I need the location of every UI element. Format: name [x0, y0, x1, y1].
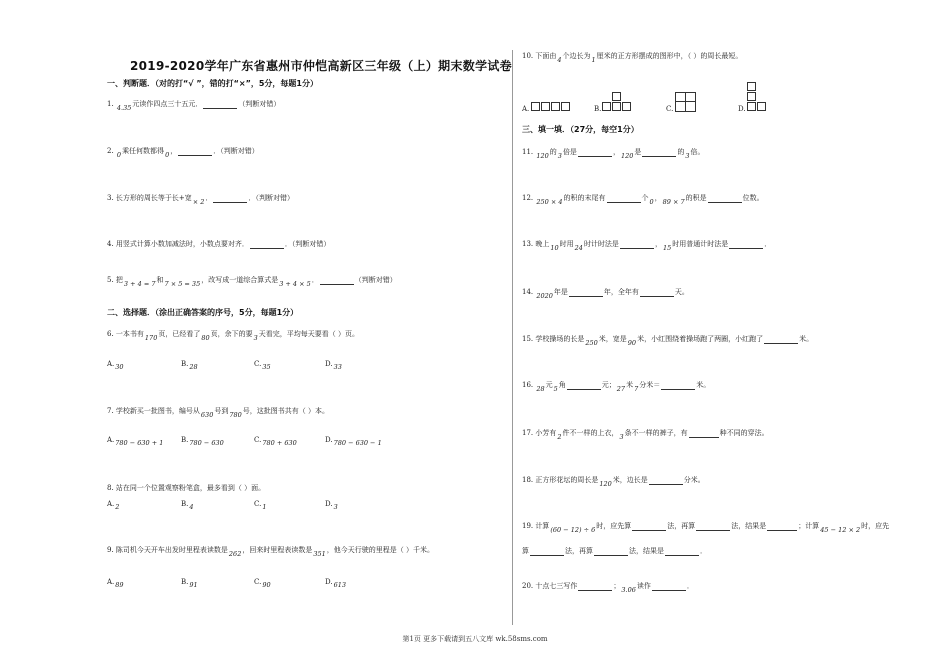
question-number: 12. [522, 194, 534, 202]
math-expr: 0 [116, 151, 122, 159]
question-9 [107, 546, 434, 558]
question-number: 15. [522, 335, 534, 343]
question-text: 厘米的正方形摆成的图形中，（ ）的周长最短。 [596, 52, 743, 60]
question-17 [522, 429, 769, 441]
answer-blank[interactable] [665, 548, 699, 556]
math-expr: 351 [313, 550, 326, 558]
answer-blank[interactable] [530, 548, 564, 556]
question-text: 的积是 [685, 194, 707, 202]
question-number: 4. [107, 240, 114, 248]
question-number: 20. [522, 582, 534, 590]
question-19-line-2 [522, 547, 707, 556]
answer-blank[interactable] [250, 241, 284, 249]
option-d[interactable]: D.33 [325, 360, 342, 371]
question-text: 米。 [696, 381, 711, 389]
question-text: 分米。 [683, 476, 705, 484]
question-text: 法，再算 [667, 522, 696, 530]
math-expr: 89 × 7 [662, 198, 685, 206]
question-text: 页，已经看了 [158, 330, 201, 338]
question-text: 时，应先 [861, 522, 890, 530]
question-text: 分米＝ [639, 381, 661, 389]
question-text: 倍是 [562, 148, 577, 156]
math-expr: 3 + 4 = 7 [123, 280, 156, 288]
question-text: 和 [156, 276, 164, 284]
question-tail: ．（判断对错） [284, 240, 331, 248]
question-text: 晚上 [535, 240, 550, 248]
question-text: 长方形的周长等于长+宽 [115, 194, 192, 202]
math-expr: 250 [585, 339, 598, 347]
question-text: 一本书有 [115, 330, 144, 338]
answer-blank[interactable] [696, 523, 730, 531]
question-text: 下面由 [535, 52, 557, 60]
question-number: 6. [107, 330, 114, 338]
question-number: 3. [107, 194, 114, 202]
math-expr: 3 [557, 152, 562, 160]
option-c[interactable]: C.90 [254, 578, 271, 589]
question-text: 小芳有 [535, 429, 557, 437]
math-expr: 0 [649, 198, 654, 206]
math-expr: 3 [685, 152, 690, 160]
option-b[interactable]: B.28 [181, 360, 198, 371]
question-14 [522, 288, 689, 300]
question-text: 位数。 [742, 194, 764, 202]
question-1 [107, 100, 281, 112]
question-number: 2. [107, 147, 114, 155]
math-expr: 1 [591, 56, 596, 64]
math-expr: 15 [662, 244, 672, 252]
math-expr: 120 [599, 480, 612, 488]
answer-blank[interactable] [213, 195, 247, 203]
question-tail: ．（判断对错） [213, 147, 259, 155]
page-footer: 第1页 更多下载请到五八文库 wk.58sms.com [402, 635, 548, 643]
question-text: 种不同的穿法。 [719, 429, 769, 437]
question-text: ． [700, 547, 707, 555]
question-number: 1. [107, 100, 114, 108]
question-text: 米，宽是 [598, 335, 627, 343]
question-text: 号到 [214, 407, 229, 415]
question-text: 正方形花坛的周长是 [535, 476, 599, 484]
question-text: ，回来时里程表读数是 [242, 546, 313, 554]
section-heading-judgment: 一、判断题．（对的打“√ ”，错的打“×”，5分，每题1分） [107, 79, 318, 88]
question-text: 条不一样的裤子，有 [624, 429, 688, 437]
option-value: 28 [189, 363, 198, 371]
question-tail: （判断对错） [238, 100, 281, 108]
math-expr: 28 [536, 385, 545, 393]
math-expr: 120 [620, 152, 634, 160]
math-expr: 3.06 [621, 586, 636, 594]
question-number: 17. [522, 429, 534, 437]
question-text: 元 [545, 381, 553, 389]
question-text: 米，边长是 [612, 476, 648, 484]
option-value: 91 [189, 581, 198, 589]
question-text: 天。 [674, 288, 689, 296]
option-d[interactable]: D. [738, 105, 746, 113]
answer-blank[interactable] [729, 241, 763, 249]
question-text: ． [764, 240, 772, 248]
question-text: 学校操场的长是 [535, 335, 585, 343]
question-number: 8. [107, 484, 114, 492]
math-expr: 27 [616, 385, 626, 393]
math-expr: 3 [253, 334, 258, 342]
math-expr: 120 [536, 152, 549, 160]
question-number: 19. [522, 522, 534, 530]
question-tail: （判断对错） [354, 276, 397, 284]
math-expr: 45 − 12 × 2 [820, 526, 861, 534]
answer-blank[interactable] [607, 195, 641, 203]
question-text: 学校新买一批图书，编号从 [115, 407, 200, 415]
question-text: 页，余下的要 [210, 330, 253, 338]
math-expr: 90 [627, 339, 637, 347]
math-expr: 3 + 4 × 5 [279, 280, 311, 288]
question-number: 10. [522, 52, 534, 60]
answer-blank[interactable] [578, 149, 612, 157]
option-value: 780 − 630 − 1 [333, 439, 382, 447]
option-d[interactable]: D.3 [325, 500, 338, 511]
math-expr: 24 [574, 244, 583, 252]
answer-blank[interactable] [578, 583, 612, 591]
question-number: 18. [522, 476, 534, 484]
option-c[interactable]: C.35 [254, 360, 271, 371]
math-expr: 2 [557, 433, 562, 441]
question-text: 算 [522, 547, 529, 555]
math-expr: 170 [144, 334, 158, 342]
question-20 [522, 582, 694, 594]
question-2: 2. 0乘任何数都得0， ．（判断对错） [107, 147, 259, 159]
question-12 [522, 194, 764, 206]
section-heading-fill: 三、填一填．（27分，每空1分） [522, 125, 639, 134]
question-10 [522, 52, 743, 64]
answer-blank[interactable] [767, 523, 797, 531]
page-title: 2019-2020学年广东省惠州市仲恺高新区三年级（上）期末数学试卷 [130, 59, 512, 73]
math-expr: (60 − 12) ÷ 6 [550, 526, 596, 534]
option-a[interactable]: A.2 [107, 500, 120, 511]
answer-blank[interactable] [632, 523, 666, 531]
math-expr: 250 × 4 [536, 198, 563, 206]
answer-blank[interactable] [567, 382, 601, 390]
question-text: 角 [558, 381, 566, 389]
option-value: 2 [115, 503, 120, 511]
question-text: 用竖式计算小数加减法时，小数点要对齐． [115, 240, 249, 248]
answer-blank[interactable] [764, 336, 798, 344]
answer-blank[interactable] [620, 241, 654, 249]
question-text: ； [613, 582, 621, 590]
question-16 [522, 381, 711, 393]
answer-blank[interactable] [320, 277, 354, 285]
question-text: 的 [549, 148, 557, 156]
column-divider [512, 50, 513, 625]
option-value: 3 [333, 503, 338, 511]
question-text: 号，这批图书共有（ ）本。 [242, 407, 329, 415]
question-number: 7. [107, 407, 114, 415]
answer-blank[interactable] [689, 430, 719, 438]
question-tail: ．（判断对错） [248, 194, 294, 202]
option-c[interactable]: C.780 + 630 [254, 436, 297, 447]
question-number: 9. [107, 546, 114, 554]
math-expr: 0 [165, 151, 170, 159]
question-15 [522, 335, 814, 347]
math-expr: 3 [619, 433, 624, 441]
option-a[interactable]: A. [522, 105, 530, 113]
math-expr: 780 [229, 411, 242, 419]
math-expr: 10 [550, 244, 559, 252]
answer-blank[interactable] [642, 149, 676, 157]
option-b[interactable]: B.4 [181, 500, 194, 511]
answer-blank[interactable] [640, 289, 674, 297]
option-value: 35 [262, 363, 271, 371]
option-a[interactable]: A.30 [107, 360, 124, 371]
question-text: 时计时法是 [583, 240, 619, 248]
option-value: 780 − 630 [189, 439, 224, 447]
answer-blank[interactable] [649, 477, 683, 485]
math-expr: 630 [200, 411, 214, 419]
question-text: 元读作四点三十五元． [132, 100, 203, 108]
question-text: 年是 [553, 288, 568, 296]
question-11 [522, 148, 705, 160]
math-expr: 262 [228, 550, 242, 558]
option-value: 1 [262, 503, 267, 511]
option-value: 90 [262, 581, 271, 589]
question-text: 把 [115, 276, 123, 284]
option-a[interactable]: A.780 − 630 + 1 [107, 436, 164, 447]
question-text: 个 [641, 194, 649, 202]
question-text: 的 [677, 148, 685, 156]
question-text: ，改写成一道综合算式是 [201, 276, 279, 284]
question-18 [522, 476, 705, 488]
question-text: 元； [601, 381, 616, 389]
question-number: 11. [522, 148, 534, 156]
math-expr: 80 [201, 334, 210, 342]
question-text: ， [612, 148, 620, 156]
question-text: 时用普通计时法是 [672, 240, 729, 248]
answer-blank[interactable] [178, 148, 212, 156]
question-text: 米，小红围绕着操场跑了两圈，小红跑了 [637, 335, 764, 343]
question-text: ， [654, 194, 662, 202]
option-value: 780 + 630 [262, 439, 297, 447]
option-a[interactable]: A.89 [107, 578, 124, 589]
question-text: ，他今天行驶的里程是（ ）千米。 [326, 546, 434, 554]
question-text: 米。 [799, 335, 814, 343]
answer-blank[interactable] [569, 289, 603, 297]
question-text: ；计算 [798, 522, 820, 530]
question-text: 陈司机今天开车出发时里程表读数是 [115, 546, 228, 554]
question-6 [107, 330, 359, 342]
answer-blank[interactable] [652, 583, 686, 591]
option-value: 4 [189, 503, 194, 511]
question-text: 米 [626, 381, 634, 389]
question-3: 3. 长方形的周长等于长+宽× 2． ．（判断对错） [107, 194, 294, 206]
answer-blank[interactable] [661, 382, 695, 390]
question-7 [107, 407, 329, 419]
question-5: 5. 把3 + 4 = 7和7 × 5 = 35，改写成一道综合算式是3 + 4 × 5． （判断对错） [107, 276, 397, 288]
question-number: 5. [107, 276, 114, 284]
section-heading-choice: 二、选择题．（涂出正确答案的序号，5分，每题1分） [107, 308, 299, 317]
option-b[interactable]: B.91 [181, 578, 198, 589]
question-19 [522, 522, 890, 534]
question-text: 时用 [559, 240, 574, 248]
question-text: 天看完，平均每天要看（ ）页。 [258, 330, 359, 338]
math-expr: 4 [557, 56, 562, 64]
question-number: 14. [522, 288, 534, 296]
question-text: 法，结果是 [731, 522, 767, 530]
option-b[interactable]: B. [594, 105, 602, 113]
answer-blank[interactable] [203, 101, 237, 109]
question-number: 16. [522, 381, 534, 389]
option-value: 33 [333, 363, 342, 371]
question-13 [522, 240, 772, 252]
question-text: 法，结果是 [629, 547, 664, 555]
question-text: 计算 [535, 522, 550, 530]
math-expr: 4.35 [116, 104, 132, 112]
question-text: 倍。 [690, 148, 705, 156]
question-text: 法，再算 [565, 547, 593, 555]
math-expr: 7 × 5 = 35 [164, 280, 201, 288]
question-text: ． [686, 582, 694, 590]
question-text: 乘任何数都得 [122, 147, 165, 155]
question-text: ， [654, 240, 662, 248]
math-expr: 2020 [536, 292, 553, 300]
question-8 [107, 484, 265, 493]
math-expr: × 2 [192, 198, 205, 206]
question-text: 是 [634, 148, 642, 156]
question-text: 年，全年有 [603, 288, 639, 296]
option-value: 613 [333, 581, 347, 589]
question-text: 件不一样的上衣， [562, 429, 619, 437]
question-text: 站在同一个位置观察粉笔盒，最多看到（ ）面。 [115, 484, 266, 492]
option-c[interactable]: C. [666, 105, 674, 113]
option-d[interactable]: D.780 − 630 − 1 [325, 436, 382, 447]
question-text: 时，应先算 [596, 522, 632, 530]
question-text: 个边长为 [562, 52, 591, 60]
option-b[interactable]: B.780 − 630 [181, 436, 224, 447]
question-text: 读作 [636, 582, 651, 590]
answer-blank[interactable] [708, 195, 742, 203]
option-value: 30 [115, 363, 124, 371]
option-d[interactable]: D.613 [325, 578, 347, 589]
question-number: 13. [522, 240, 534, 248]
option-value: 89 [115, 581, 124, 589]
option-value: 780 − 630 + 1 [115, 439, 164, 447]
math-expr: 5 [553, 385, 558, 393]
question-text: 的积的末尾有 [563, 194, 606, 202]
option-c[interactable]: C.1 [254, 500, 267, 511]
math-expr: 7 [634, 385, 639, 393]
question-text: 十点七三写作 [535, 582, 578, 590]
question-4 [107, 240, 330, 249]
answer-blank[interactable] [594, 548, 628, 556]
